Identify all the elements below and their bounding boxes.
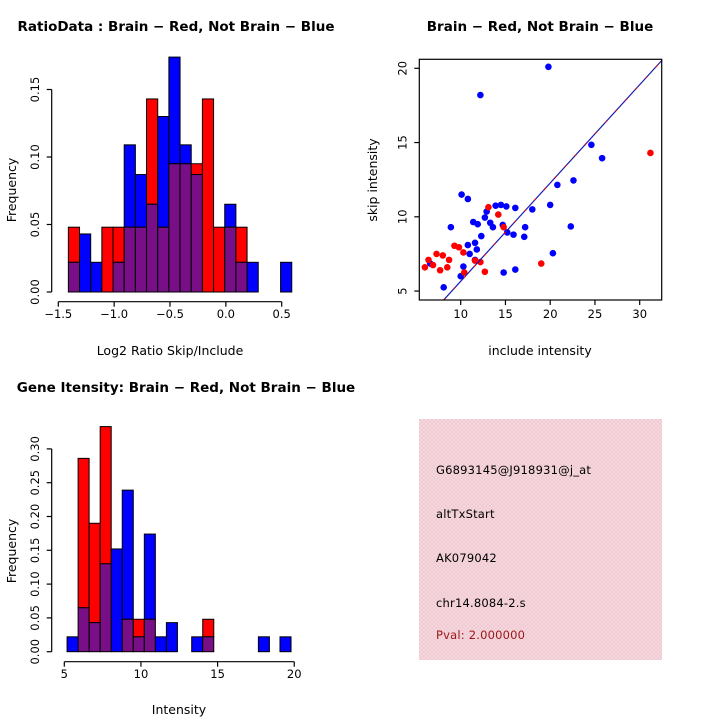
data-point-blue <box>482 214 489 221</box>
x-tick-label: 15 <box>498 307 513 321</box>
data-point-red <box>647 150 654 157</box>
data-point-blue <box>550 250 557 257</box>
x-axis-label <box>152 702 207 717</box>
hist-bar <box>155 637 166 652</box>
x-axis-label-text: Intensity <box>151 702 207 717</box>
y-axis <box>28 77 52 305</box>
hist-bar <box>80 234 91 292</box>
data-point-blue <box>440 284 447 291</box>
x-tick-label: 0.0 <box>216 307 235 321</box>
hist-bar <box>100 427 111 564</box>
x-axis-label <box>488 343 592 358</box>
data-point-red <box>440 252 447 259</box>
data-point-blue <box>545 64 552 71</box>
x-axis-label-text: Log2 Ratio Skip/Include <box>96 343 244 358</box>
hist-bar <box>122 490 133 619</box>
data-point-red <box>456 244 463 251</box>
y-axis-label-text: Frequency <box>4 157 19 223</box>
chromosome-text: chr14.8084-2.s <box>436 596 526 610</box>
data-point-blue <box>500 269 507 276</box>
chart-title <box>17 19 334 35</box>
hist-bar <box>133 637 144 652</box>
x-tick-label: 10 <box>133 667 149 681</box>
hist-bar <box>113 262 124 292</box>
data-point-blue <box>474 246 481 253</box>
x-axis <box>61 662 302 681</box>
x-tick-label: 20 <box>542 307 558 321</box>
x-tick-label: 20 <box>286 667 302 681</box>
hist-bar <box>191 164 202 175</box>
data-point-blue <box>448 224 455 231</box>
x-tick-label: −1.5 <box>44 307 73 321</box>
x-tick-label: 5 <box>60 667 68 681</box>
hist-bar <box>247 262 258 292</box>
data-point-red <box>437 267 444 274</box>
hist-bar <box>135 227 146 292</box>
data-point-blue <box>521 234 528 241</box>
hist-bar <box>89 623 100 652</box>
hist-bar <box>78 458 89 607</box>
y-axis-label <box>365 138 380 222</box>
data-point-blue <box>510 231 517 238</box>
hist-bar <box>191 175 202 292</box>
chart-title-text: Gene Itensity: Brain − Red, Not Brain − Blue <box>16 380 356 396</box>
data-point-blue <box>512 205 519 212</box>
hist-bar <box>202 99 213 292</box>
data-point-blue <box>554 182 561 189</box>
data-point-red <box>430 262 437 269</box>
data-point-red <box>444 264 451 271</box>
data-point-blue <box>570 177 577 184</box>
hist-bar <box>113 227 124 262</box>
y-tick-label: 0.15 <box>28 537 42 564</box>
y-tick-label: 10 <box>395 209 410 225</box>
hist-bar <box>192 637 203 652</box>
hist-bar <box>180 145 191 164</box>
x-tick-label: 25 <box>587 307 603 321</box>
hist-bar <box>144 534 155 619</box>
data-point-blue <box>567 223 574 230</box>
hist-bar <box>89 523 100 622</box>
hist-bar <box>166 623 177 652</box>
y-tick-label: 0.05 <box>28 211 42 238</box>
x-axis-label-text: include intensity <box>488 343 592 358</box>
histogram-bars <box>68 57 291 292</box>
data-point-blue <box>512 266 519 273</box>
hist-bar <box>180 164 191 292</box>
hist-bar <box>225 204 236 227</box>
hist-bar <box>133 619 144 637</box>
x-axis-label <box>97 343 244 358</box>
x-tick-label: 15 <box>210 667 225 681</box>
hist-bar <box>147 204 158 292</box>
hist-bar <box>102 227 113 292</box>
data-point-red <box>538 260 545 267</box>
data-point-red <box>460 249 467 256</box>
y-axis-label <box>4 157 19 222</box>
hist-bar <box>214 227 225 292</box>
hist-bar <box>203 619 214 637</box>
hist-bar <box>158 227 169 292</box>
data-point-blue <box>503 203 510 210</box>
data-point-blue <box>465 242 472 249</box>
hist-bar <box>124 145 135 227</box>
data-point-blue <box>547 202 554 209</box>
hist-bar <box>203 637 214 652</box>
data-point-red <box>446 257 453 264</box>
chart-title-text: Brain − Red, Not Brain − Blue <box>426 19 654 35</box>
y-tick-label: 0.00 <box>28 279 42 305</box>
chart-title <box>427 19 653 35</box>
x-tick-label: 0.5 <box>272 307 291 321</box>
hist-bar <box>68 262 79 292</box>
accession-text: AK079042 <box>436 551 497 565</box>
x-tick-label: −1.0 <box>100 307 129 321</box>
hist-bar <box>281 262 292 292</box>
hist-bar <box>258 637 269 652</box>
y-tick-label: 0.05 <box>28 605 42 631</box>
data-point-red <box>500 224 507 231</box>
data-point-red <box>422 264 429 271</box>
regression-line <box>444 60 662 300</box>
probe-id-text: G6893145@J918931@j_at <box>436 463 592 477</box>
y-axis-label-text: skip intensity <box>365 138 380 222</box>
x-tick-label: −0.5 <box>156 307 184 321</box>
hist-bar <box>169 57 180 164</box>
pval-text: Pval: 2.000000 <box>436 628 526 642</box>
y-axis-label-text: Frequency <box>4 518 19 584</box>
hist-bar <box>236 262 247 292</box>
scatter-panel <box>365 19 662 358</box>
x-tick-label: 10 <box>453 307 469 321</box>
y-tick-label: 15 <box>395 135 410 150</box>
data-point-red <box>482 268 489 275</box>
scatter-points-blue <box>427 64 605 291</box>
y-axis <box>396 61 420 295</box>
data-point-red <box>495 211 502 218</box>
data-point-blue <box>529 206 536 213</box>
hist-bar <box>100 564 111 652</box>
histogram-bars <box>67 427 291 652</box>
chart-title-text: RatioData : Brain − Red, Not Brain − Blue <box>17 19 335 35</box>
y-tick-label: 0.10 <box>28 144 42 170</box>
hist-bar <box>144 619 155 651</box>
hist-bar <box>158 117 169 228</box>
data-point-blue <box>466 251 473 258</box>
hist-bar <box>169 164 180 292</box>
y-tick-label: 5 <box>395 287 410 295</box>
event-type-text: altTxStart <box>436 507 495 521</box>
chart-title <box>17 380 355 396</box>
hist-bar <box>236 227 247 262</box>
histogram-intensity-panel <box>4 380 355 717</box>
y-tick-label: 20 <box>395 60 410 76</box>
y-tick-label: 0.00 <box>28 638 42 665</box>
x-axis <box>44 302 291 321</box>
x-tick-label: 30 <box>632 307 648 321</box>
hist-bar <box>225 227 236 292</box>
hist-bar <box>111 549 122 652</box>
hist-bar <box>122 619 133 651</box>
data-point-red <box>425 257 432 264</box>
y-axis-label <box>4 518 19 583</box>
y-tick-label: 0.10 <box>28 571 42 597</box>
data-point-blue <box>478 233 485 240</box>
y-tick-label: 0.25 <box>28 469 42 496</box>
hist-bar <box>124 227 135 292</box>
data-point-blue <box>477 92 484 99</box>
data-point-blue <box>460 263 467 270</box>
data-point-blue <box>465 196 472 203</box>
scatter-points-red <box>422 150 654 276</box>
data-point-blue <box>474 221 481 228</box>
data-point-red <box>485 204 492 211</box>
hist-bar <box>78 608 89 652</box>
y-axis <box>28 436 52 664</box>
hist-bar <box>147 99 158 204</box>
y-tick-label: 0.20 <box>28 503 42 530</box>
y-tick-label: 0.30 <box>28 436 42 462</box>
data-point-blue <box>588 141 595 148</box>
hist-bar <box>67 637 78 652</box>
hist-bar <box>68 227 79 262</box>
hist-bar <box>91 262 102 292</box>
hist-bar <box>135 175 146 228</box>
data-point-red <box>433 251 440 258</box>
data-point-blue <box>522 224 529 231</box>
data-point-blue <box>458 191 465 198</box>
histogram-ratio-panel <box>4 19 335 358</box>
info-panel <box>419 419 662 660</box>
data-point-blue <box>472 239 479 246</box>
y-tick-label: 0.15 <box>28 76 42 103</box>
hist-bar <box>280 637 291 652</box>
x-axis <box>453 300 647 321</box>
data-point-blue <box>490 224 497 231</box>
data-point-blue <box>599 155 606 162</box>
